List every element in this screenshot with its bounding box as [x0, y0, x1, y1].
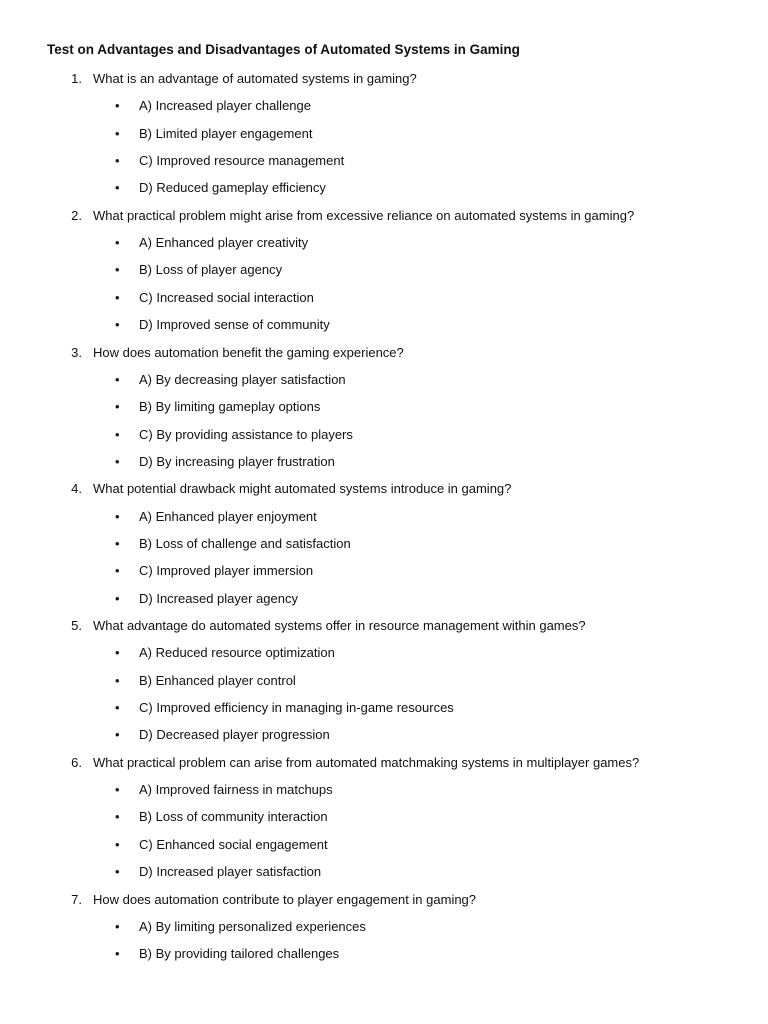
answer-option-text: B) Loss of community interaction	[139, 809, 328, 825]
bullet-icon: •	[115, 235, 120, 251]
answer-option-text: C) By providing assistance to players	[139, 426, 353, 442]
question-number: 7.	[71, 891, 82, 907]
answer-option	[0, 809, 768, 829]
bullet-icon: •	[115, 98, 120, 114]
answer-option-text: B) Loss of player agency	[139, 262, 283, 278]
answer-option-text: B) Loss of challenge and satisfaction	[139, 535, 351, 551]
answer-option	[0, 837, 768, 857]
bullet-icon: •	[115, 371, 120, 387]
bullet-icon: •	[115, 289, 120, 305]
question-item	[0, 618, 768, 638]
question-number: 2.	[71, 207, 82, 223]
answer-option-text: D) Reduced gameplay efficiency	[139, 180, 326, 196]
answer-option	[0, 919, 768, 939]
answer-option	[0, 262, 768, 282]
answer-option	[0, 454, 768, 474]
question-item	[0, 755, 768, 775]
question-text: What advantage do automated systems offer in resource management within games?	[93, 618, 586, 633]
answer-option-text: A) Reduced resource optimization	[139, 645, 335, 661]
answer-option-text: B) Enhanced player control	[139, 672, 296, 688]
answer-option-text: A) By decreasing player satisfaction	[139, 371, 346, 387]
question-item	[0, 208, 768, 228]
answer-option	[0, 126, 768, 146]
answer-option	[0, 864, 768, 884]
bullet-icon: •	[115, 672, 120, 688]
answer-option-text: C) Enhanced social engagement	[139, 836, 328, 852]
bullet-icon: •	[115, 262, 120, 278]
question-number: 6.	[71, 754, 82, 770]
answer-option-text: A) Improved fairness in matchups	[139, 782, 333, 798]
bullet-icon: •	[115, 918, 120, 934]
question-text: How does automation benefit the gaming experience?	[93, 344, 404, 360]
answer-option-text: A) By limiting personalized experiences	[139, 918, 366, 934]
question-item	[0, 345, 768, 365]
bullet-icon: •	[115, 535, 120, 551]
answer-option	[0, 782, 768, 802]
bullet-icon: •	[115, 317, 120, 333]
bullet-icon: •	[115, 508, 120, 524]
answer-option	[0, 536, 768, 556]
answer-option	[0, 700, 768, 720]
answer-option-text: B) By limiting gameplay options	[139, 399, 321, 415]
question-text: How does automation contribute to player engagement in gaming?	[93, 891, 477, 907]
bullet-icon: •	[115, 426, 120, 442]
answer-option-text: A) Enhanced player creativity	[139, 235, 309, 251]
question-item	[0, 71, 768, 91]
answer-option	[0, 946, 768, 966]
answer-option-text: A) Increased player challenge	[139, 98, 311, 114]
bullet-icon: •	[115, 809, 120, 825]
bullet-icon: •	[115, 180, 120, 196]
answer-option	[0, 399, 768, 419]
answer-option-text: A) Enhanced player enjoyment	[139, 508, 317, 524]
answer-option	[0, 509, 768, 529]
bullet-icon: •	[115, 645, 120, 661]
bullet-icon: •	[115, 727, 120, 743]
answer-option-text: C) Improved player immersion	[139, 563, 314, 579]
bullet-icon: •	[115, 946, 120, 962]
answer-option	[0, 727, 768, 747]
answer-option	[0, 563, 768, 583]
question-item	[0, 481, 768, 501]
bullet-icon: •	[115, 153, 120, 169]
answer-option	[0, 153, 768, 173]
answer-option	[0, 290, 768, 310]
answer-option-text: D) Improved sense of community	[139, 317, 330, 333]
answer-option-text: D) Decreased player progression	[139, 727, 330, 743]
answer-option	[0, 591, 768, 611]
answer-option	[0, 673, 768, 693]
question-text: What is an advantage of automated systems in gaming?	[93, 71, 417, 86]
answer-option	[0, 235, 768, 255]
bullet-icon: •	[115, 864, 120, 880]
answer-option-text: C) Improved efficiency in managing in-game resources	[139, 700, 454, 716]
question-number: 5.	[71, 618, 82, 633]
bullet-icon: •	[115, 782, 120, 798]
question-number: 4.	[71, 481, 82, 497]
answer-option	[0, 180, 768, 200]
bullet-icon: •	[115, 590, 120, 606]
question-number: 3.	[71, 344, 82, 360]
answer-option-text: D) Increased player agency	[139, 590, 298, 606]
document-title: Test on Advantages and Disadvantages of Automated Systems in Gaming	[47, 42, 520, 57]
answer-option	[0, 98, 768, 118]
bullet-icon: •	[115, 125, 120, 141]
bullet-icon: •	[115, 836, 120, 852]
answer-option	[0, 372, 768, 392]
bullet-icon: •	[115, 700, 120, 716]
bullet-icon: •	[115, 399, 120, 415]
answer-option-text: D) Increased player satisfaction	[139, 864, 322, 880]
answer-option-text: C) Increased social interaction	[139, 289, 314, 305]
answer-option	[0, 427, 768, 447]
answer-option	[0, 645, 768, 665]
bullet-icon: •	[115, 453, 120, 469]
answer-option-text: D) By increasing player frustration	[139, 453, 335, 469]
bullet-icon: •	[115, 563, 120, 579]
question-text: What potential drawback might automated systems introduce in gaming?	[93, 481, 512, 497]
answer-option	[0, 317, 768, 337]
question-item	[0, 892, 768, 912]
answer-option-text: B) Limited player engagement	[139, 125, 313, 141]
answer-option-text: B) By providing tailored challenges	[139, 946, 340, 962]
question-text: What practical problem might arise from excessive reliance on automated systems in gaming?	[93, 207, 635, 223]
question-text: What practical problem can arise from automated matchmaking systems in multiplayer games?	[93, 754, 640, 770]
answer-option-text: C) Improved resource management	[139, 153, 345, 169]
question-number: 1.	[71, 71, 82, 86]
